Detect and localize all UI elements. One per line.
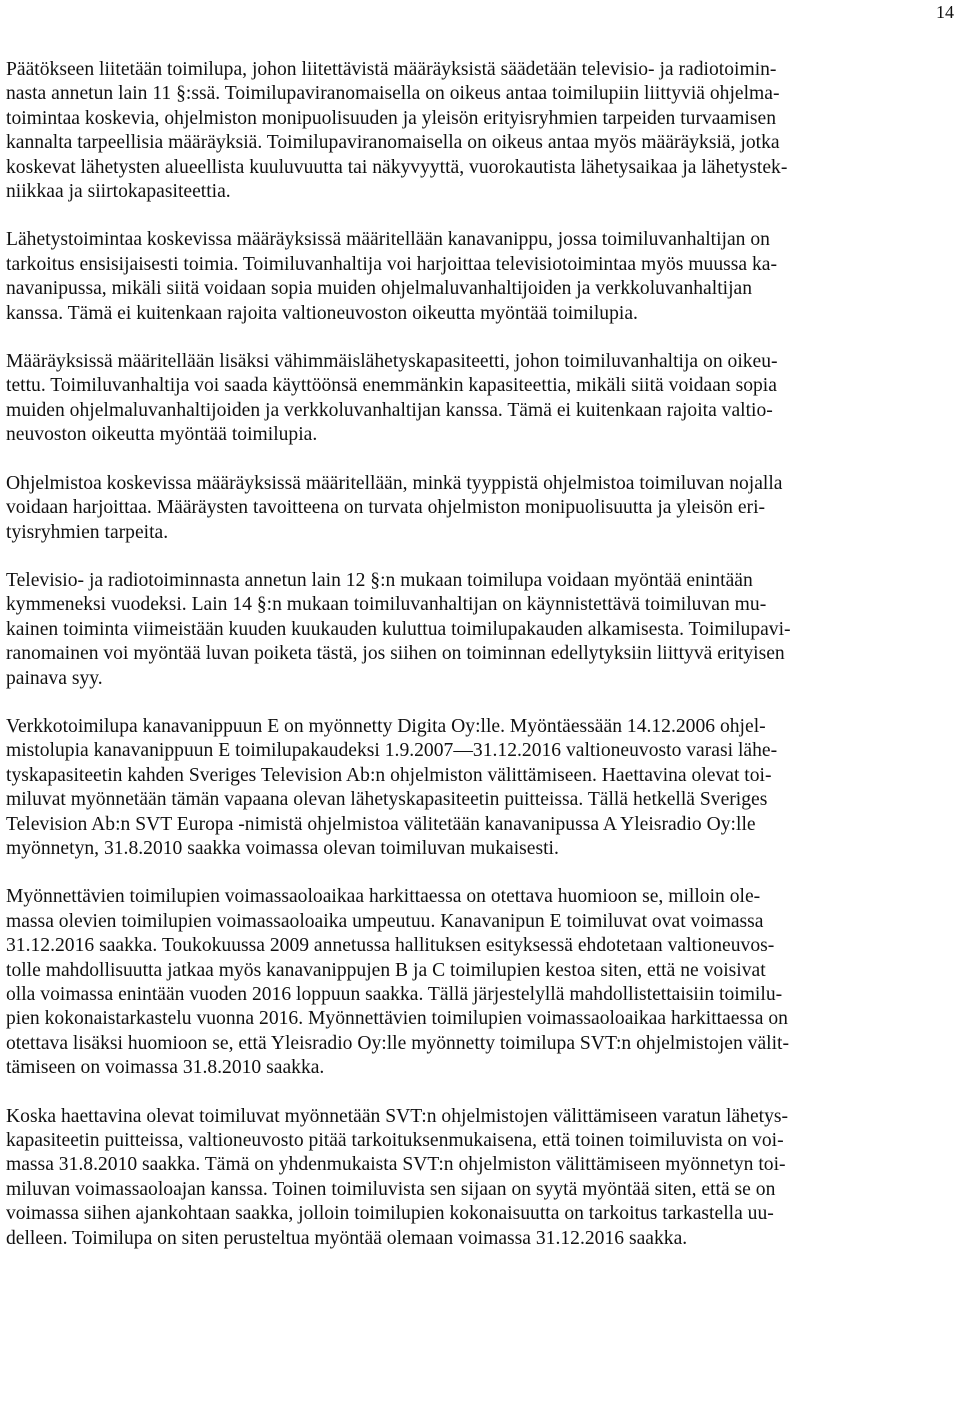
text-line: tarkoitus ensisijaisesti toimia. Toimiluvanhaltija voi harjoittaa televisiotoimintaa myös muussa ka- [6,253,778,275]
text-line: Verkkotoimilupa kanavanippuun E on myönnetty Digita Oy:lle. Myöntäessään 14.12.2006 ohjel- [6,715,766,737]
text-line: tolle mahdollisuutta jatkaa myös kanavanippujen B ja C toimilupien kestoa siten, että ne voisivat [6,959,766,981]
text-line: kapasiteetin puitteissa, valtioneuvosto pitää tarkoituksenmukaisena, että toinen toimiluvista on voi- [6,1130,784,1152]
text-line: Lähetystoimintaa koskevissa määräyksissä määritellään kanavanippu, jossa toimiluvanhaltijan on [6,229,770,251]
text-line: koskevat lähetysten alueellista kuuluvuutta tai näkyvyyttä, vuorokautista lähetysaikaa ja lähetystek- [6,156,788,178]
document-body [6,58,946,1275]
paragraph-2 [6,228,946,326]
text-line: otettava lisäksi huomioon se, että Yleisradio Oy:lle myönnetty toimilupa SVT:n ohjelmistojen välit- [6,1032,790,1054]
page-number: 14 [936,2,954,22]
text-line: muiden ohjelmaluvanhaltijoiden ja verkkoluvanhaltijan kanssa. Tämä ei kuitenkaan rajoita valtio- [6,399,773,421]
text-line: myönnetyn, 31.8.2010 saakka voimassa olevan toimiluvan mukaisesti. [6,837,559,859]
paragraph-3 [6,350,946,448]
text-line: Television Ab:n SVT Europa -nimistä ohjelmistoa välitetään kanavanipussa A Yleisradio Oy:lle [6,813,756,835]
text-line: kymmeneksi vuodeksi. Lain 14 §:n mukaan toimiluvanhaltijan on käynnistettävä toimiluvan mu- [6,594,767,616]
paragraph-7 [6,885,946,1080]
text-line: Koska haettavina olevat toimiluvat myönnetään SVT:n ohjelmistojen välittämiseen varatun lähetys- [6,1105,789,1127]
text-line: mistolupia kanavanippuun E toimilupakaudeksi 1.9.2007—31.12.2016 valtioneuvosto varasi lähe- [6,740,778,762]
text-line: tämiseen on voimassa 31.8.2010 saakka. [6,1057,325,1079]
text-line: voimassa siihen ajankohtaan saakka, jolloin toimilupien kokonaisuutta on tarkoitus tarkastella uu- [6,1203,774,1225]
text-line: pien kokonaistarkastelu vuonna 2016. Myönnettävien toimilupien voimassaoloaikaa harkittaessa on [6,1008,788,1030]
text-line: toimintaa koskevia, ohjelmiston monipuolisuuden ja yleisön erityisryhmien tarpeiden turvaamisen [6,107,776,129]
text-line: Myönnettävien toimilupien voimassaoloaikaa harkittaessa on otettava huomioon se, milloin ole- [6,886,761,908]
text-line: Televisio- ja radiotoiminnasta annetun lain 12 §:n mukaan toimilupa voidaan myöntää enintään [6,569,753,591]
text-line: miluvat myönnetään tämän vapaana olevan lähetyskapasiteetin puitteissa. Tällä hetkellä Sveriges [6,789,768,811]
text-line: kanssa. Tämä ei kuitenkaan rajoita valtioneuvoston oikeutta myöntää toimilupia. [6,302,638,324]
text-line: olla voimassa enintään vuoden 2016 loppuun saakka. Tällä järjestelyllä mahdollistettaisiin toimilu- [6,984,783,1005]
text-line: voidaan harjoittaa. Määräysten tavoitteena on turvata ohjelmiston monipuolisuutta ja yleisön eri- [6,497,766,519]
text-line: neuvoston oikeutta myöntää toimilupia. [6,424,318,446]
paragraph-1 [6,58,946,204]
text-line: kainen toiminta viimeistään kuuden kuukauden kuluttua toimilupakauden alkamisesta. Toimilupavi- [6,618,791,640]
text-line: kannalta tarpeellisia määräyksiä. Toimilupaviranomaisella on oikeus antaa myös määräyksiä, jotka [6,132,780,154]
paragraph-4 [6,472,946,545]
text-line: Päätökseen liitetään toimilupa, johon liitettävistä määräyksistä säädetään televisio- ja radiotoimin- [6,59,777,80]
text-line: nasta annetun lain 11 §:ssä. Toimilupaviranomaisella on oikeus antaa toimilupiin liittyviä ohjelma- [6,83,780,105]
paragraph-6 [6,715,946,861]
text-line: miluvan voimassaoloajan kanssa. Toinen toimiluvista sen sijaan on syytä myöntää siten, että se on [6,1178,776,1200]
text-line: tyskapasiteetin kahden Sveriges Television Ab:n ohjelmiston välittämiseen. Haettavina olevat toi- [6,764,772,786]
text-line: Määräyksissä määritellään lisäksi vähimmäislähetyskapasiteetti, johon toimiluvanhaltija on oikeu- [6,351,778,373]
text-line: painava syy. [6,667,103,689]
text-line: navanipussa, mikäli siitä voidaan sopia muiden ohjelmaluvanhaltijoiden ja verkkoluvanhaltijan [6,278,753,300]
paragraph-8 [6,1105,946,1251]
text-line: ranomainen voi myöntää luvan poiketa tästä, jos siihen on toiminnan edellytyksiin liittyvä erityisen [6,643,785,665]
text-line: delleen. Toimilupa on siten perusteltua myöntää olemaan voimassa 31.12.2016 saakka. [6,1227,688,1249]
text-line: Ohjelmistoa koskevissa määräyksissä määritellään, minkä tyyppistä ohjelmistoa toimiluvan nojalla [6,472,783,494]
text-line: massa olevien toimilupien voimassaoloaika umpeutuu. Kanavanipun E toimiluvat ovat voimassa [6,910,764,932]
paragraph-5 [6,569,946,691]
text-line: 31.12.2016 saakka. Toukokuussa 2009 annetussa hallituksen esityksessä ehdotetaan valtioneuvos- [6,935,775,957]
text-line: massa 31.8.2010 saakka. Tämä on yhdenmukaista SVT:n ohjelmiston välittämiseen myönnetyn toi- [6,1154,786,1176]
text-line: tyisryhmien tarpeita. [6,521,169,543]
text-line: tettu. Toimiluvanhaltija voi saada käyttöönsä enemmänkin kapasiteettia, mikäli siitä voidaan sopia [6,375,777,397]
text-line: niikkaa ja siirtokapasiteettia. [6,181,231,203]
